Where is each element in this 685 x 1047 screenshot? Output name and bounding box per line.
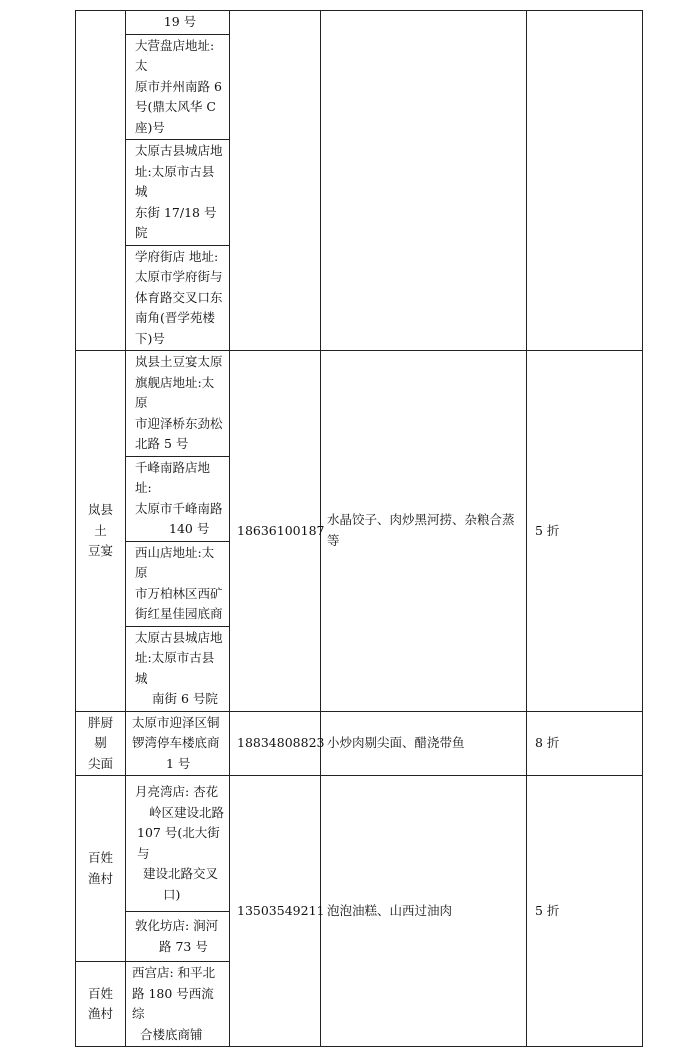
dishes-cell: 小炒肉剔尖面、醋浇带鱼 (321, 711, 527, 776)
address-cell: 太原市迎泽区铜 锣湾停车楼底商 1 号 (126, 711, 230, 776)
table-row (76, 776, 643, 912)
phone-cell: 18834808823 (230, 711, 321, 776)
address-cell: 太原古县城店地 址:太原市古县城 南街 6 号院 (126, 626, 230, 711)
phone-cell: 18636100187 (230, 351, 321, 712)
address-cell: 学府街店 地址: 太原市学府街与 体育路交叉口东 南角(晋学苑楼 下)号 (126, 245, 230, 351)
restaurant-name: 百姓 渔村 (76, 776, 126, 962)
address-cell: 千峰南路店地址: 太原市千峰南路 140 号 (126, 456, 230, 541)
address-cell: 西山店地址:太原 市万柏林区西矿 街红星佳园底商 (126, 541, 230, 626)
address-cell: 西宫店: 和平北 路 180 号西流综 合楼底商铺 (126, 962, 230, 1047)
table-row (76, 351, 643, 457)
restaurant-name: 胖厨剔 尖面 (76, 711, 126, 776)
phone-cell: 13503549211 (230, 776, 321, 1047)
restaurant-name: 百姓 渔村 (76, 962, 126, 1047)
restaurant-name: 岚县土 豆宴 (76, 351, 126, 712)
discount-cell (527, 11, 643, 351)
table-row (76, 711, 643, 776)
address-cell: 月亮湾店: 杏花 岭区建设北路 107 号(北大街与 建设北路交叉 口) (126, 776, 230, 912)
address-cell: 太原古县城店地 址:太原市古县城 东街 17/18 号院 (126, 140, 230, 246)
restaurant-table (75, 10, 643, 1047)
discount-cell: 5 折 (527, 776, 643, 1047)
address-cell: 大营盘店地址:太 原市并州南路 6 号(鼎太风华 C 座)号 (126, 34, 230, 140)
name-cell (76, 11, 126, 351)
address-cell: 敦化坊店: 涧河 路 73 号 (126, 912, 230, 962)
discount-cell: 8 折 (527, 711, 643, 776)
address-cell: 岚县土豆宴太原 旗舰店地址:太原 市迎泽桥东劲松 北路 5 号 (126, 351, 230, 457)
discount-cell: 5 折 (527, 351, 643, 712)
table-row (76, 11, 643, 35)
dishes-cell: 水晶饺子、肉炒黑河捞、杂粮合蒸等 (321, 351, 527, 712)
address-cell: 19 号 (126, 11, 230, 35)
phone-cell (230, 11, 321, 351)
dishes-cell (321, 11, 527, 351)
dishes-cell: 泡泡油糕、山西过油肉 (321, 776, 527, 1047)
